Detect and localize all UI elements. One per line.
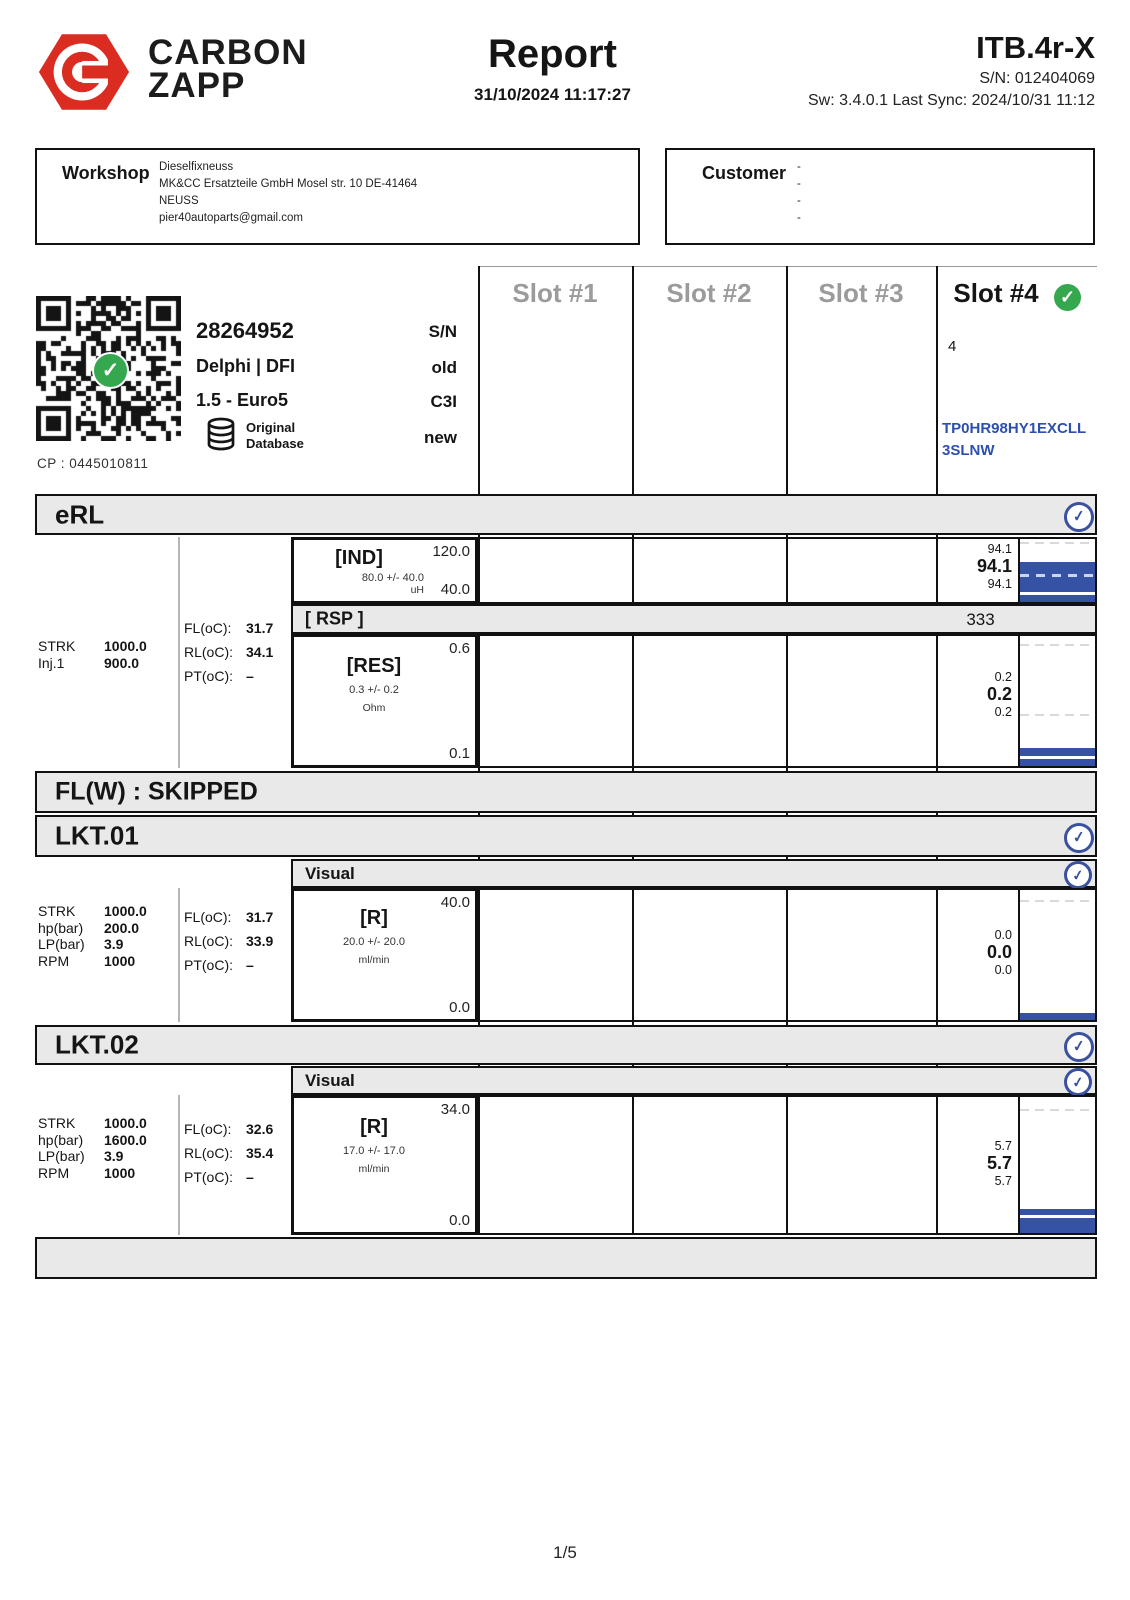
lkt02-params — [38, 1115, 147, 1181]
lkt01-test-label: [R] — [360, 907, 388, 929]
database-source-line1: Original — [246, 420, 296, 435]
erl-pass-check-icon: ✓ — [1062, 500, 1096, 534]
workshop-city: NEUSS — [159, 195, 199, 207]
lkt01-visual-label: Visual — [305, 863, 355, 883]
section-lkt02-header — [35, 1025, 1097, 1065]
erl-rsp-slot4-value: 333 — [966, 610, 995, 629]
erl-ind-spec-cell — [291, 537, 478, 604]
erl-param-row: Inj.1 900.0 — [38, 654, 140, 671]
ref-label-sn: S/N — [428, 322, 457, 341]
customer-line: - — [797, 195, 801, 207]
customer-line: - — [797, 161, 801, 173]
lkt01-slot4-bar — [1018, 890, 1095, 1020]
erl-res-label: [RES] — [346, 655, 402, 677]
lkt02-scale-max: 34.0 — [440, 1101, 470, 1118]
lkt01-pass-check-icon: ✓ — [1062, 821, 1096, 855]
erl-res-scale-min: 0.1 — [449, 745, 470, 762]
device-serial: S/N: 012404069 — [979, 70, 1095, 87]
lkt01-param-row: hp(bar) 200.0 — [38, 919, 140, 936]
erl-res-tolerance: 0.3 +/- 0.2 — [349, 684, 399, 696]
lkt01-spec-cell — [291, 888, 478, 1022]
lkt02-slot3-cell — [786, 1095, 938, 1235]
erl-res-slot4-values: 0.2 0.2 0.2 — [986, 670, 1012, 719]
database-source — [246, 420, 304, 452]
erl-res-slot2-cell — [632, 634, 788, 768]
erl-res-slot4-bar — [1018, 636, 1095, 766]
lkt02-test-unit: ml/min — [358, 1163, 390, 1175]
lkt02-slot4-values: 5.7 5.7 5.7 — [986, 1139, 1012, 1188]
lkt01-test-tolerance: 20.0 +/- 20.0 — [342, 936, 406, 948]
lkt01-temp-row: PT(oC): – — [184, 957, 254, 973]
erl-res-slot3-cell — [786, 634, 938, 768]
ref-label-c3i: C3I — [430, 392, 457, 411]
lkt02-temp-row: RL(oC): 35.4 — [184, 1145, 274, 1161]
lkt02-scale-min: 0.0 — [449, 1212, 470, 1229]
lkt02-temps — [184, 1117, 273, 1189]
param-column-divider — [178, 888, 180, 1022]
erl-ind-slot4-bar — [1018, 539, 1095, 602]
lkt01-temp-row: FL(oC): 31.7 — [184, 909, 274, 925]
erl-ind-label: [IND] — [335, 547, 383, 569]
erl-params — [38, 638, 147, 671]
ref-label-new: new — [423, 428, 457, 447]
lkt02-slot2-cell — [632, 1095, 788, 1235]
erl-temp-row: PT(oC): – — [184, 668, 254, 684]
lkt02-param-row: RPM 1000 — [38, 1164, 136, 1181]
brand-line-bottom: ZAPP — [148, 66, 246, 105]
erl-ind-slot4-values: 94.1 94.1 94.1 — [976, 542, 1012, 591]
workshop-address: MK&CC Ersatzteile GmbH Mosel str. 10 DE-41464 — [159, 178, 418, 190]
slot4-pass-check-icon: ✓ — [1054, 284, 1081, 311]
erl-ind-slot2-cell — [632, 537, 788, 604]
brand-name — [148, 33, 308, 105]
lkt01-scale-max: 40.0 — [440, 894, 470, 911]
erl-ind-slot1-cell — [478, 537, 634, 604]
lkt02-pass-check-icon: ✓ — [1062, 1030, 1096, 1064]
param-column-divider — [178, 537, 180, 768]
erl-ind-unit: uH — [410, 584, 424, 596]
erl-ind-scale-max: 120.0 — [432, 543, 470, 560]
lkt01-visual-check-icon: ✓ — [1062, 859, 1094, 891]
section-lkt01-title: LKT.01 — [55, 820, 139, 851]
section-flw-title: FL(W) : SKIPPED — [55, 777, 258, 806]
injector-cp-code: CP : 0445010811 — [37, 456, 149, 471]
param-column-divider — [178, 1095, 180, 1235]
slot4-code — [942, 418, 1094, 462]
section-erl-title: eRL — [55, 499, 105, 529]
qr-verified-check-icon: ✓ — [92, 352, 129, 389]
section-lkt01-header — [35, 815, 1097, 857]
injector-part-number: 28264952 — [196, 318, 294, 343]
injector-maker: Delphi | DFI — [196, 356, 296, 376]
lkt01-scale-min: 0.0 — [449, 999, 470, 1016]
erl-rsp-row — [291, 604, 1097, 634]
erl-res-unit: Ohm — [362, 702, 386, 714]
slot4-code-line1: TP0HR98HY1EXCLL — [942, 420, 1087, 437]
lkt02-param-row: hp(bar) 1600.0 — [38, 1131, 147, 1148]
lkt01-temp-row: RL(oC): 33.9 — [184, 933, 274, 949]
erl-ind-slot4-cell — [936, 537, 1097, 604]
lkt01-temps — [184, 905, 273, 977]
section-flw-header — [35, 771, 1097, 813]
erl-ind-slot3-cell — [786, 537, 938, 604]
slot2-header: Slot #2 — [666, 278, 752, 308]
customer-label: Customer — [702, 163, 787, 183]
section-erl-header — [35, 494, 1097, 535]
lkt02-slot4-bar — [1018, 1097, 1095, 1233]
slot4-code-line2: 3SLNW — [942, 442, 995, 459]
lkt01-slot4-cell — [936, 888, 1097, 1022]
customer-line: - — [797, 178, 801, 190]
lkt02-temp-row: FL(oC): 32.6 — [184, 1121, 274, 1137]
lkt02-slot4-cell — [936, 1095, 1097, 1235]
lkt01-slot4-values: 0.0 0.0 0.0 — [986, 928, 1012, 977]
erl-temp-row: RL(oC): 34.1 — [184, 644, 274, 660]
lkt02-visual-check-icon: ✓ — [1062, 1066, 1094, 1098]
database-icon — [203, 416, 239, 452]
erl-rsp-label: [ RSP ] — [305, 608, 364, 629]
lkt02-visual-label: Visual — [305, 1070, 355, 1090]
erl-res-spec-cell — [291, 634, 478, 768]
lkt01-params — [38, 903, 147, 969]
slot1-header: Slot #1 — [512, 278, 598, 308]
lkt01-param-row: STRK 1000.0 — [38, 903, 147, 919]
erl-param-row: STRK 1000.0 — [38, 638, 147, 654]
lkt02-temp-row: PT(oC): – — [184, 1169, 254, 1185]
lkt01-slot3-cell — [786, 888, 938, 1022]
lkt02-spec-cell — [291, 1095, 478, 1235]
customer-line: - — [797, 212, 801, 224]
slot4-header: Slot #4 — [953, 278, 1039, 308]
injector-engine: 1.5 - Euro5 — [196, 390, 289, 410]
page-number: 1/5 — [553, 1543, 577, 1562]
carbonzapp-logo-icon — [38, 26, 130, 118]
erl-res-slot4-cell — [936, 634, 1097, 768]
brand-line-top: CARBON — [148, 33, 308, 72]
lkt02-test-label: [R] — [360, 1116, 388, 1138]
lkt01-slot2-cell — [632, 888, 788, 1022]
workshop-label: Workshop — [62, 163, 150, 183]
section-lkt02-title: LKT.02 — [55, 1029, 139, 1060]
customer-box — [665, 148, 1095, 245]
bottom-summary-band — [35, 1237, 1097, 1279]
lkt02-slot1-cell — [478, 1095, 634, 1235]
lkt02-param-row: LP(bar) 3.9 — [38, 1148, 124, 1164]
slot4-number: 4 — [948, 338, 957, 355]
lkt02-param-row: STRK 1000.0 — [38, 1115, 147, 1131]
report-datetime: 31/10/2024 11:17:27 — [474, 85, 631, 104]
erl-temp-row: FL(oC): 31.7 — [184, 620, 274, 636]
lkt02-visual-row — [291, 1066, 1097, 1095]
erl-res-slot1-cell — [478, 634, 634, 768]
ref-label-old: old — [431, 358, 457, 377]
page-title: Report — [488, 32, 617, 76]
slot3-header: Slot #3 — [818, 278, 904, 308]
workshop-name: Dieselfixneuss — [159, 161, 234, 173]
erl-temps — [184, 616, 273, 688]
device-sync: Sw: 3.4.0.1 Last Sync: 2024/10/31 11:12 — [807, 92, 1095, 109]
device-model: ITB.4r-X — [976, 30, 1095, 65]
lkt02-test-tolerance: 17.0 +/- 17.0 — [342, 1145, 406, 1157]
workshop-email: pier40autoparts@gmail.com — [159, 212, 303, 224]
workshop-box — [35, 148, 640, 245]
erl-res-scale-max: 0.6 — [449, 640, 470, 657]
lkt01-param-row: LP(bar) 3.9 — [38, 936, 124, 952]
erl-ind-tolerance: 80.0 +/- 40.0 — [361, 572, 424, 584]
database-source-line2: Database — [246, 436, 304, 451]
lkt01-param-row: RPM 1000 — [38, 952, 136, 969]
lkt01-slot1-cell — [478, 888, 634, 1022]
erl-ind-scale-min: 40.0 — [440, 581, 470, 598]
lkt01-test-unit: ml/min — [358, 954, 390, 966]
lkt01-visual-row — [291, 859, 1097, 888]
